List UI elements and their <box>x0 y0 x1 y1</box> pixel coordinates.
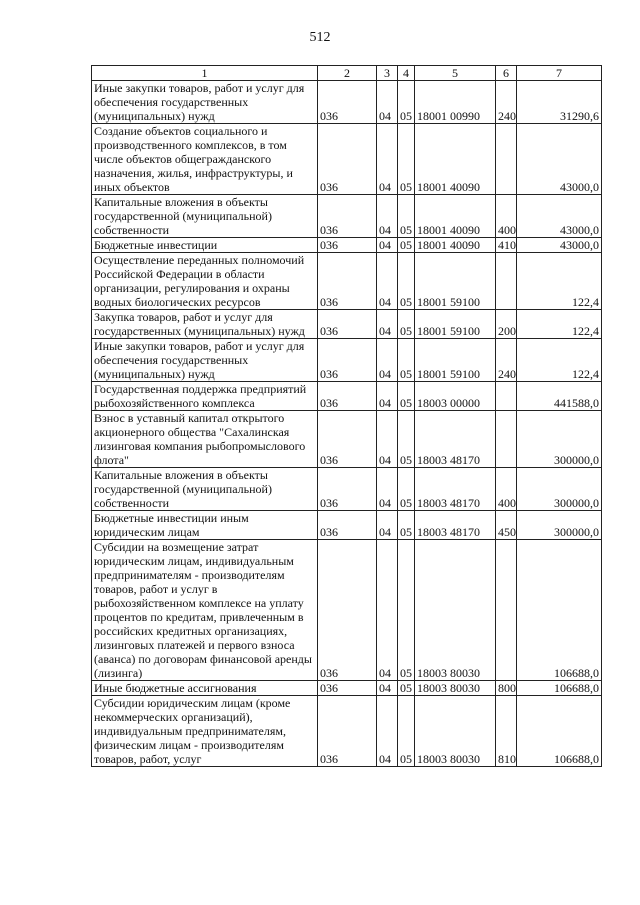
table-row <box>92 253 602 310</box>
budget-table <box>91 65 602 767</box>
target-code: 18001 59100 <box>415 339 496 382</box>
row-name: Создание объектов социального и производственного комплексов, в том числе объектов общегражданского назначения, жилья, инфраструктуры, и иных объектов <box>92 124 318 195</box>
row-name: Субсидии на возмещение затрат юридическим лицам, индивидуальным предпринимателям - производителям товаров, работ и услуг в рыбохозяйственном комплексе на уплату процентов по кредитам, привлеченным в российских кредитных организациях, лизинговых платежей и первого взноса (аванса) по договорам финансовой аренды (лизинга) <box>92 540 318 681</box>
amount: 43000,0 <box>517 195 602 238</box>
section-code: 04 <box>377 253 398 310</box>
table-row <box>92 339 602 382</box>
expense-type-code <box>496 540 517 681</box>
expense-type-code: 400 <box>496 468 517 511</box>
page-number: 512 <box>309 30 331 45</box>
admin-code: 036 <box>318 696 377 767</box>
target-code: 18003 48170 <box>415 468 496 511</box>
target-code: 18003 48170 <box>415 511 496 540</box>
subsection-code: 05 <box>398 411 415 468</box>
expense-type-code <box>496 253 517 310</box>
row-name: Иные закупки товаров, работ и услуг для обеспечения государственных (муниципальных) нужд <box>92 81 318 124</box>
row-name: Иные закупки товаров, работ и услуг для обеспечения государственных (муниципальных) нужд <box>92 339 318 382</box>
table-row <box>92 696 602 767</box>
subsection-code: 05 <box>398 540 415 681</box>
expense-type-code: 240 <box>496 339 517 382</box>
target-code: 18003 48170 <box>415 411 496 468</box>
section-code: 04 <box>377 124 398 195</box>
section-code: 04 <box>377 339 398 382</box>
subsection-code: 05 <box>398 681 415 696</box>
target-code: 18001 40090 <box>415 124 496 195</box>
admin-code: 036 <box>318 310 377 339</box>
table-row <box>92 511 602 540</box>
table-row <box>92 124 602 195</box>
column-header: 4 <box>398 66 415 81</box>
amount: 106688,0 <box>517 696 602 767</box>
admin-code: 036 <box>318 681 377 696</box>
subsection-code: 05 <box>398 696 415 767</box>
target-code: 18003 80030 <box>415 540 496 681</box>
row-name: Иные бюджетные ассигнования <box>92 681 318 696</box>
row-name: Капитальные вложения в объекты государственной (муниципальной) собственности <box>92 195 318 238</box>
admin-code: 036 <box>318 468 377 511</box>
subsection-code: 05 <box>398 195 415 238</box>
row-name: Закупка товаров, работ и услуг для государственных (муниципальных) нужд <box>92 310 318 339</box>
expense-type-code: 450 <box>496 511 517 540</box>
subsection-code: 05 <box>398 468 415 511</box>
column-header: 5 <box>415 66 496 81</box>
row-name: Бюджетные инвестиции иным юридическим лицам <box>92 511 318 540</box>
amount: 43000,0 <box>517 238 602 253</box>
expense-type-code: 800 <box>496 681 517 696</box>
subsection-code: 05 <box>398 81 415 124</box>
table-row <box>92 681 602 696</box>
admin-code: 036 <box>318 411 377 468</box>
admin-code: 036 <box>318 195 377 238</box>
amount: 441588,0 <box>517 382 602 411</box>
table-row <box>92 468 602 511</box>
expense-type-code: 400 <box>496 195 517 238</box>
column-header: 6 <box>496 66 517 81</box>
column-header: 2 <box>318 66 377 81</box>
amount: 31290,6 <box>517 81 602 124</box>
column-header: 1 <box>92 66 318 81</box>
expense-type-code: 810 <box>496 696 517 767</box>
table-row <box>92 540 602 681</box>
amount: 300000,0 <box>517 468 602 511</box>
row-name: Капитальные вложения в объекты государственной (муниципальной) собственности <box>92 468 318 511</box>
admin-code: 036 <box>318 253 377 310</box>
expense-type-code <box>496 411 517 468</box>
target-code: 18001 59100 <box>415 253 496 310</box>
amount: 300000,0 <box>517 511 602 540</box>
expense-type-code: 410 <box>496 238 517 253</box>
subsection-code: 05 <box>398 310 415 339</box>
section-code: 04 <box>377 681 398 696</box>
admin-code: 036 <box>318 124 377 195</box>
target-code: 18003 00000 <box>415 382 496 411</box>
table-row <box>92 310 602 339</box>
subsection-code: 05 <box>398 238 415 253</box>
amount: 122,4 <box>517 253 602 310</box>
section-code: 04 <box>377 310 398 339</box>
admin-code: 036 <box>318 382 377 411</box>
column-header: 3 <box>377 66 398 81</box>
amount: 122,4 <box>517 310 602 339</box>
row-name: Осуществление переданных полномочий Российской Федерации в области организации, регулирования и охраны водных биологических ресурсов <box>92 253 318 310</box>
target-code: 18001 40090 <box>415 238 496 253</box>
expense-type-code <box>496 382 517 411</box>
amount: 106688,0 <box>517 540 602 681</box>
table-body <box>92 81 602 767</box>
column-header: 7 <box>517 66 602 81</box>
subsection-code: 05 <box>398 511 415 540</box>
subsection-code: 05 <box>398 253 415 310</box>
target-code: 18003 80030 <box>415 696 496 767</box>
section-code: 04 <box>377 81 398 124</box>
admin-code: 036 <box>318 81 377 124</box>
subsection-code: 05 <box>398 124 415 195</box>
amount: 106688,0 <box>517 681 602 696</box>
row-name: Бюджетные инвестиции <box>92 238 318 253</box>
target-code: 18003 80030 <box>415 681 496 696</box>
admin-code: 036 <box>318 339 377 382</box>
table-row <box>92 411 602 468</box>
section-code: 04 <box>377 511 398 540</box>
expense-type-code: 200 <box>496 310 517 339</box>
section-code: 04 <box>377 540 398 681</box>
header-row <box>92 66 602 81</box>
target-code: 18001 00990 <box>415 81 496 124</box>
expense-type-code: 240 <box>496 81 517 124</box>
section-code: 04 <box>377 468 398 511</box>
admin-code: 036 <box>318 511 377 540</box>
expense-type-code <box>496 124 517 195</box>
subsection-code: 05 <box>398 339 415 382</box>
target-code: 18001 59100 <box>415 310 496 339</box>
amount: 122,4 <box>517 339 602 382</box>
row-name: Взнос в уставный капитал открытого акционерного общества "Сахалинская лизинговая компания рыбопромыслового флота" <box>92 411 318 468</box>
section-code: 04 <box>377 238 398 253</box>
section-code: 04 <box>377 411 398 468</box>
section-code: 04 <box>377 382 398 411</box>
admin-code: 036 <box>318 238 377 253</box>
row-name: Государственная поддержка предприятий рыбохозяйственного комплекса <box>92 382 318 411</box>
row-name: Субсидии юридическим лицам (кроме некоммерческих организаций), индивидуальным предпринимателям, физическим лицам - производителям товаров, работ, услуг <box>92 696 318 767</box>
amount: 300000,0 <box>517 411 602 468</box>
amount: 43000,0 <box>517 124 602 195</box>
section-code: 04 <box>377 195 398 238</box>
table-row <box>92 382 602 411</box>
table-row <box>92 81 602 124</box>
table-row <box>92 238 602 253</box>
admin-code: 036 <box>318 540 377 681</box>
section-code: 04 <box>377 696 398 767</box>
table-row <box>92 195 602 238</box>
target-code: 18001 40090 <box>415 195 496 238</box>
subsection-code: 05 <box>398 382 415 411</box>
